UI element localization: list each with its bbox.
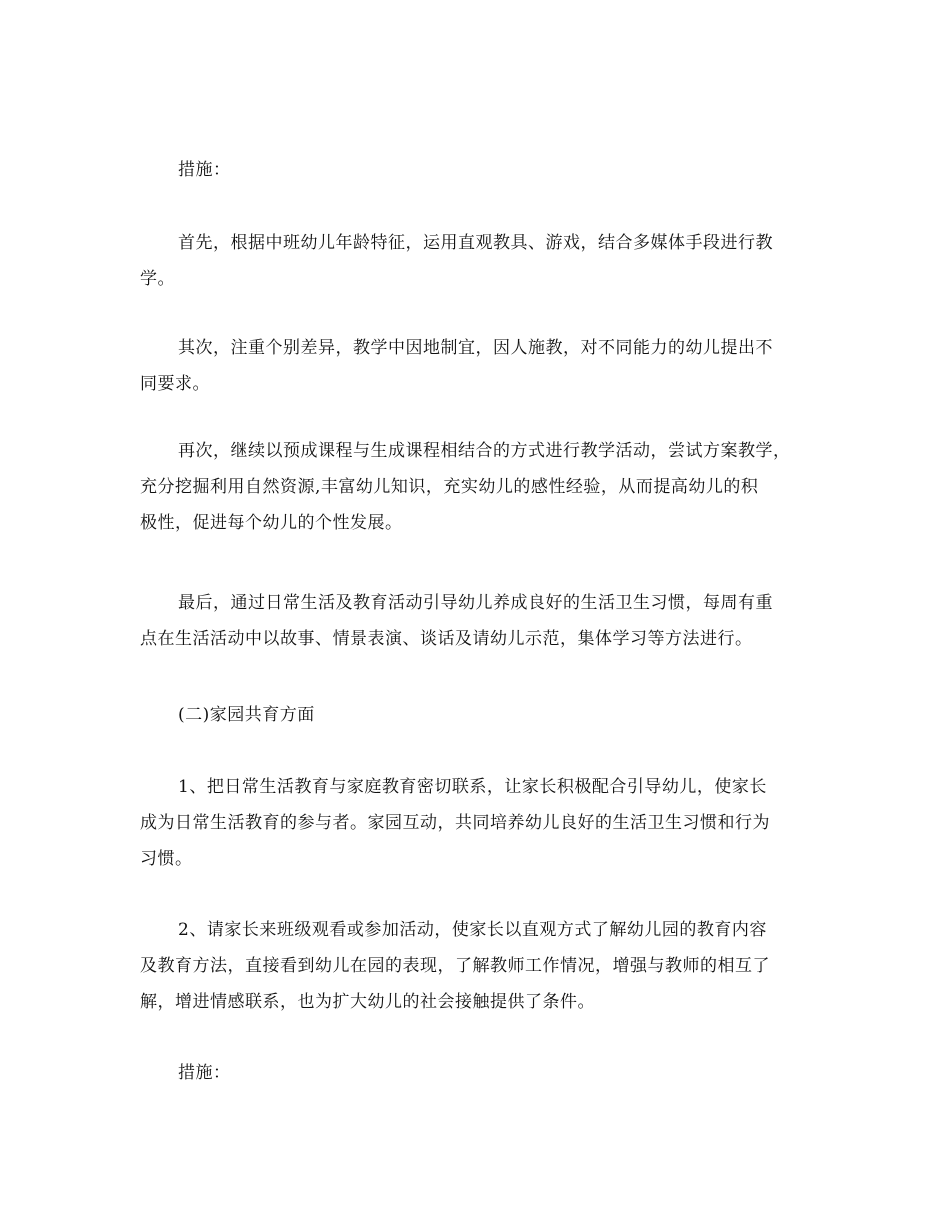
paragraph-first	[140, 225, 820, 297]
paragraph-item-2	[140, 912, 820, 1020]
paragraph-line: 措施：	[178, 1063, 231, 1083]
paragraph-second	[140, 330, 820, 402]
paragraph-measures-heading	[140, 152, 820, 188]
paragraph-line: 极性，促进每个幼儿的个性发展。	[140, 513, 403, 533]
paragraph-line: (二)家园共育方面	[178, 705, 315, 725]
paragraph-line: 首先，根据中班幼儿年龄特征，运用直观教具、游戏，结合多媒体手段进行教	[178, 233, 773, 253]
paragraph-third	[140, 433, 820, 541]
paragraph-line: 再次，继续以预成课程与生成课程相结合的方式进行教学活动，尝试方案教学，	[178, 441, 791, 461]
paragraph-line: 成为日常生活教育的参与者。家园互动，共同培养幼儿良好的生活卫生习惯和行为	[140, 813, 770, 833]
paragraph-item-1	[140, 769, 820, 877]
paragraph-line: 解，增进情感联系，也为扩大幼儿的社会接触提供了条件。	[140, 992, 595, 1012]
paragraph-line: 其次，注重个别差异，教学中因地制宜，因人施教，对不同能力的幼儿提出不	[178, 338, 773, 358]
paragraph-line: 及教育方法，直接看到幼儿在园的表现，了解教师工作情况，增强与教师的相互了	[140, 956, 770, 976]
paragraph-line: 习惯。	[140, 849, 193, 869]
paragraph-line: 措施：	[178, 160, 231, 180]
paragraph-line: 最后，通过日常生活及教育活动引导幼儿养成良好的生活卫生习惯，每周有重	[178, 593, 773, 613]
paragraph-line: 学。	[140, 269, 175, 289]
paragraph-measures-heading-2	[140, 1055, 820, 1091]
section-heading-home-school	[140, 697, 820, 733]
paragraph-line: 同要求。	[140, 374, 210, 394]
paragraph-line: 点在生活活动中以故事、情景表演、谈话及请幼儿示范，集体学习等方法进行。	[140, 629, 753, 649]
paragraph-line: 1、把日常生活教育与家庭教育密切联系，让家长积极配合引导幼儿，使家长	[178, 777, 767, 797]
paragraph-line: 2、请家长来班级观看或参加活动，使家长以直观方式了解幼儿园的教育内容	[178, 920, 767, 940]
paragraph-last	[140, 585, 820, 657]
paragraph-line: 充分挖掘利用自然资源,丰富幼儿知识，充实幼儿的感性经验，从而提高幼儿的积	[140, 477, 759, 497]
